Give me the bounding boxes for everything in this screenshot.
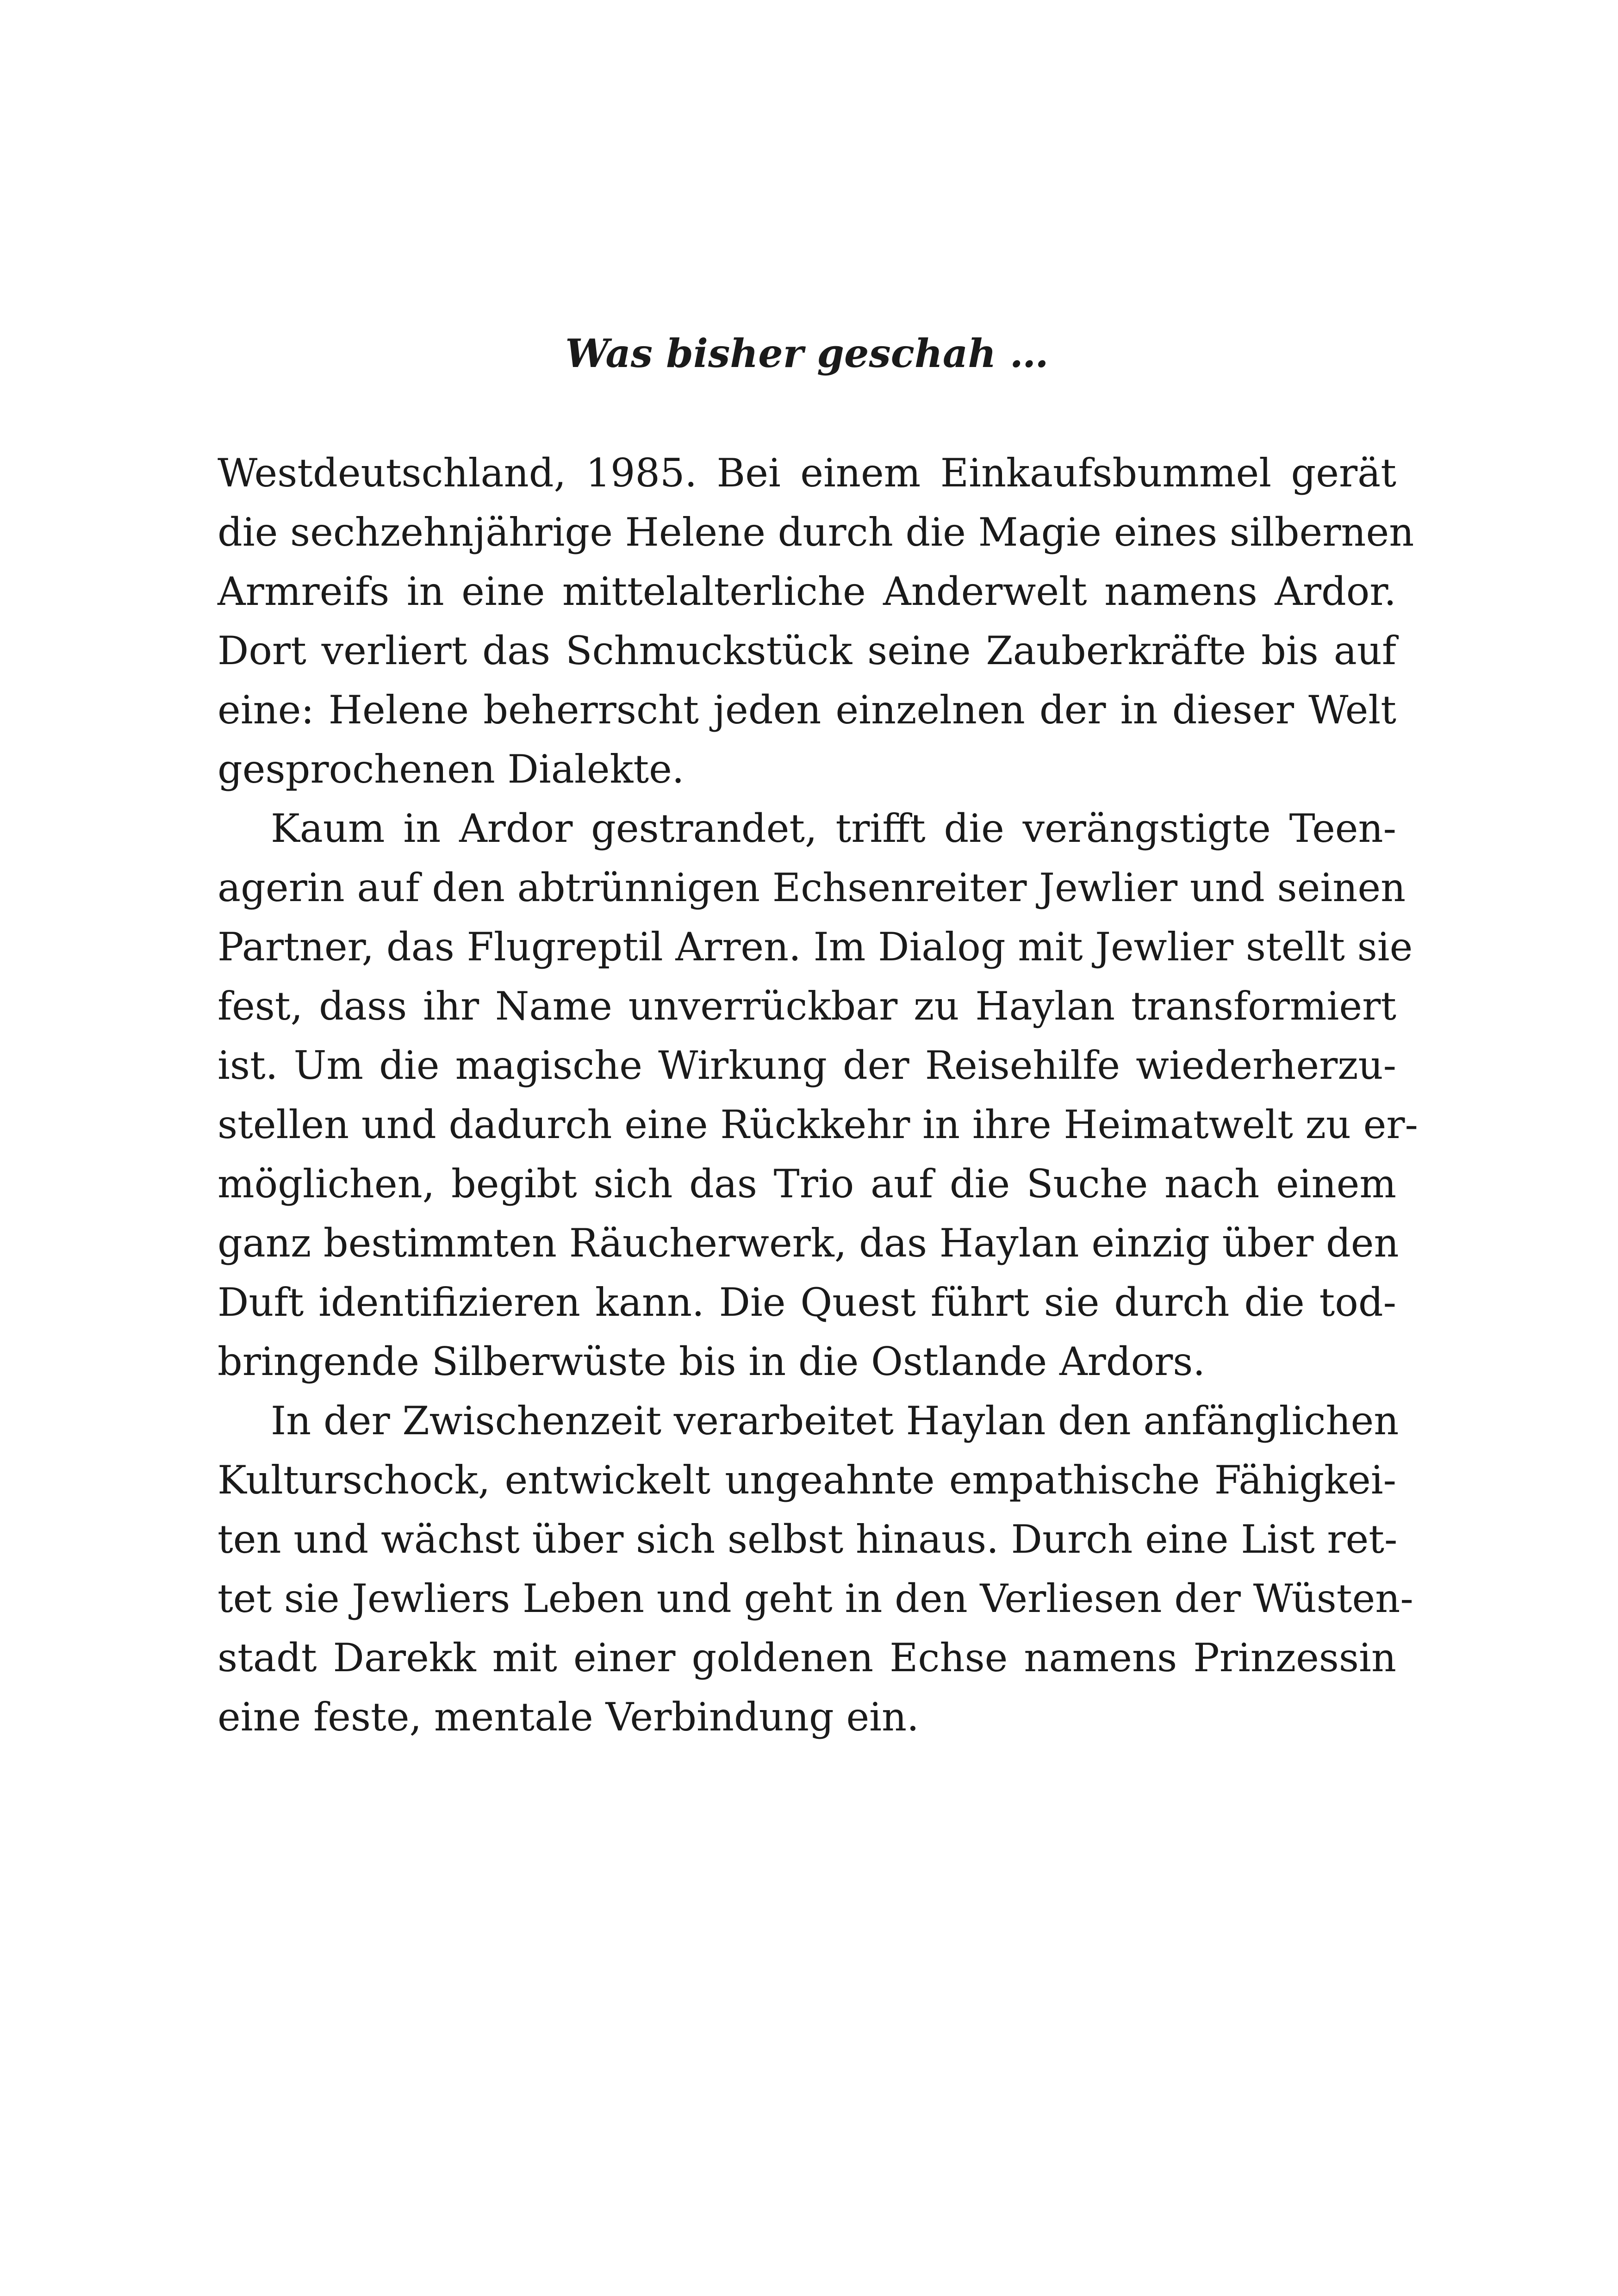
paragraph-1-line-2: die sechzehnjährige Helene durch die Magie eines silbernen — [218, 510, 1414, 555]
paragraph-1-line-4: Dort verliert das Schmuckstück seine Zauberkräfte bis auf — [218, 628, 1396, 673]
paragraph-2-line-5: ist. Um die magische Wirkung der Reisehilfe wiederherzu- — [218, 1043, 1396, 1088]
paragraph-2-line-6: stellen und dadurch eine Rückkehr in ihre Heimatwelt zu er- — [218, 1102, 1418, 1147]
paragraph-1-line-3: Armreifs in eine mittelalterliche Anderwelt namens Ardor. — [218, 569, 1396, 614]
paragraph-1-line-6: gesprochenen Dialekte. — [218, 747, 685, 792]
paragraph-2-line-4: fest, dass ihr Name unverrückbar zu Haylan transformiert — [218, 983, 1396, 1029]
paragraph-2-line-2: agerin auf den abtrünnigen Echsenreiter Jewlier und seinen — [218, 865, 1406, 910]
paragraph-3-line-2: Kulturschock, entwickelt ungeahnte empathische Fähigkei- — [218, 1457, 1396, 1503]
paragraph-3-line-1: In der Zwischenzeit verarbeitet Haylan den anfänglichen — [271, 1398, 1399, 1444]
paragraph-2-line-10: bringende Silberwüste bis in die Ostlande Ardors. — [218, 1339, 1206, 1384]
paragraph-3-line-6: eine feste, mentale Verbindung ein. — [218, 1694, 919, 1740]
paragraph-2-line-7: möglichen, begibt sich das Trio auf die Suche nach einem — [218, 1161, 1396, 1207]
body-text — [218, 443, 1418, 1747]
paragraph-2-line-3: Partner, das Flugreptil Arren. Im Dialog mit Jewlier stellt sie — [218, 924, 1413, 970]
paragraph-2-line-9: Duft identifizieren kann. Die Quest führt sie durch die tod- — [218, 1280, 1396, 1325]
section-heading: Was bisher geschah … — [565, 330, 1049, 376]
paragraph-2-line-1: Kaum in Ardor gestrandet, trifft die verängstigte Teen- — [271, 806, 1396, 851]
paragraph-1-line-5: eine: Helene beherrscht jeden einzelnen der in dieser Welt — [218, 687, 1396, 733]
paragraph-3-line-3: ten und wächst über sich selbst hinaus. Durch eine List ret- — [218, 1517, 1398, 1562]
paragraph-2-line-8: ganz bestimmten Räucherwerk, das Haylan einzig über den — [218, 1220, 1399, 1266]
paragraph-1-line-1: Westdeutschland, 1985. Bei einem Einkaufsbummel gerät — [218, 450, 1396, 496]
paragraph-3-line-4: tet sie Jewliers Leben und geht in den Verliesen der Wüsten- — [218, 1576, 1413, 1621]
paragraph-3-line-5: stadt Darekk mit einer goldenen Echse namens Prinzessin — [218, 1635, 1396, 1680]
